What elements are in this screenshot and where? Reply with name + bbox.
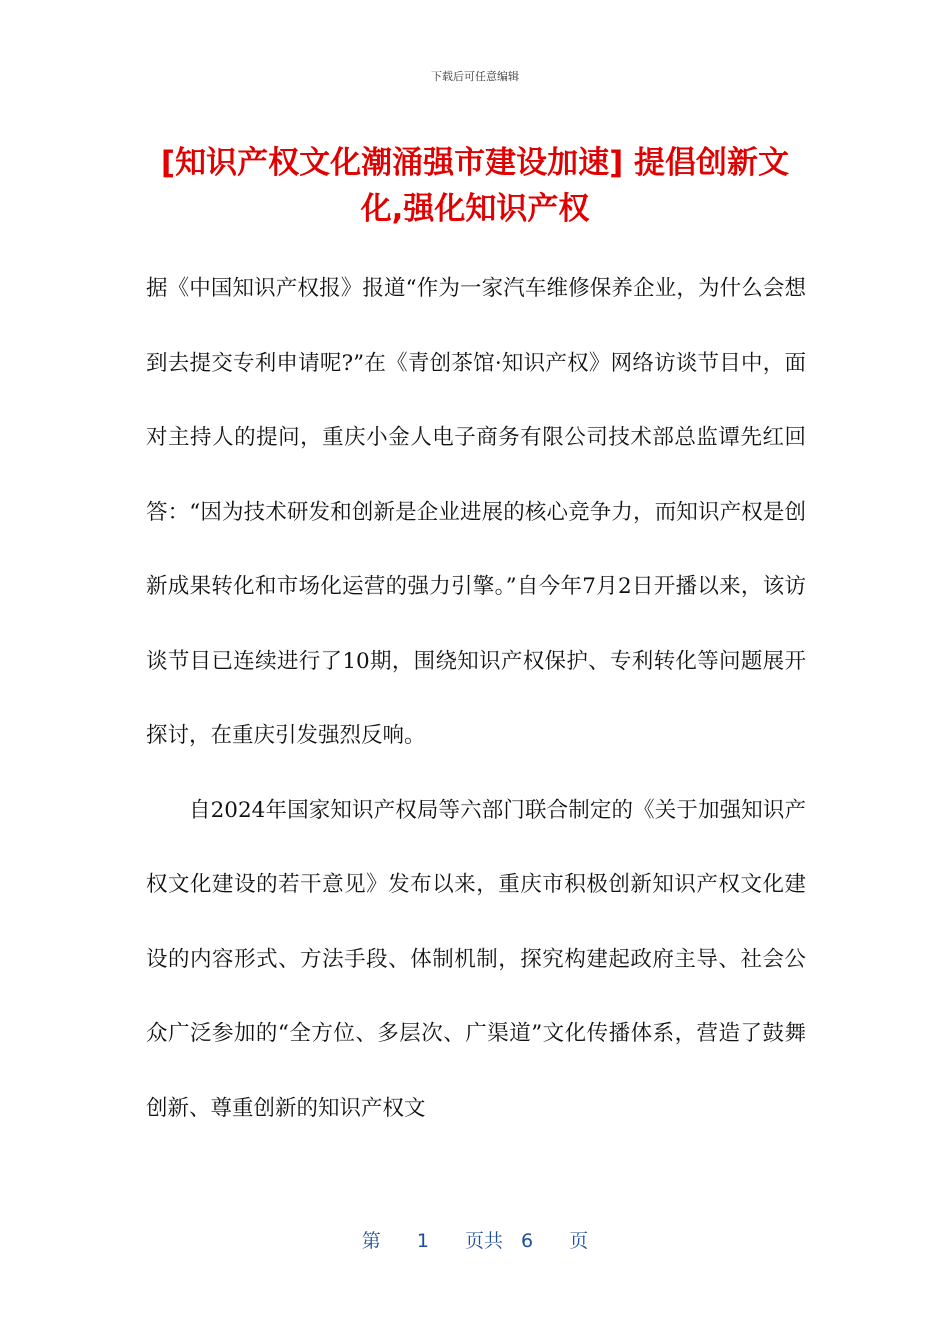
- page-number-footer: 第 1 页共 6 页: [361, 1230, 589, 1252]
- header-note: 下载后可任意编辑: [431, 70, 519, 83]
- document-title: [知识产权文化潮涌强市建设加速] 提倡创新文化,强化知识产权: [160, 145, 790, 227]
- paragraph-1: 据《中国知识产权报》报道“作为一家汽车维修保养企业，为什么会想到去提交专利申请呢?”在《青创茶馆·知识产权》网络访谈节目中，面对主持人的提问，重庆小金人电子商务有限公司技术部总监谭先红回答：“因为技术研发和创新是企业进展的核心竞争力，而知识产权是创新成果转化和市场化运营的强力引擎。”自今年7月2日开播以来，该访谈节目已连续进行了10期，围绕知识产权保护、专利转化等问题展开探讨，在重庆引发强烈反响。: [146, 276, 806, 748]
- document-body: [146, 252, 806, 1146]
- paragraph-2: 自2024年国家知识产权局等六部门联合制定的《关于加强知识产权文化建设的若干意见》发布以来，重庆市积极创新知识产权文化建设的内容形式、方法手段、体制机制，探究构建起政府主导、社会公众广泛参加的“全方位、多层次、广渠道”文化传播体系，营造了鼓舞创新、尊重创新的知识产权文: [146, 797, 806, 1121]
